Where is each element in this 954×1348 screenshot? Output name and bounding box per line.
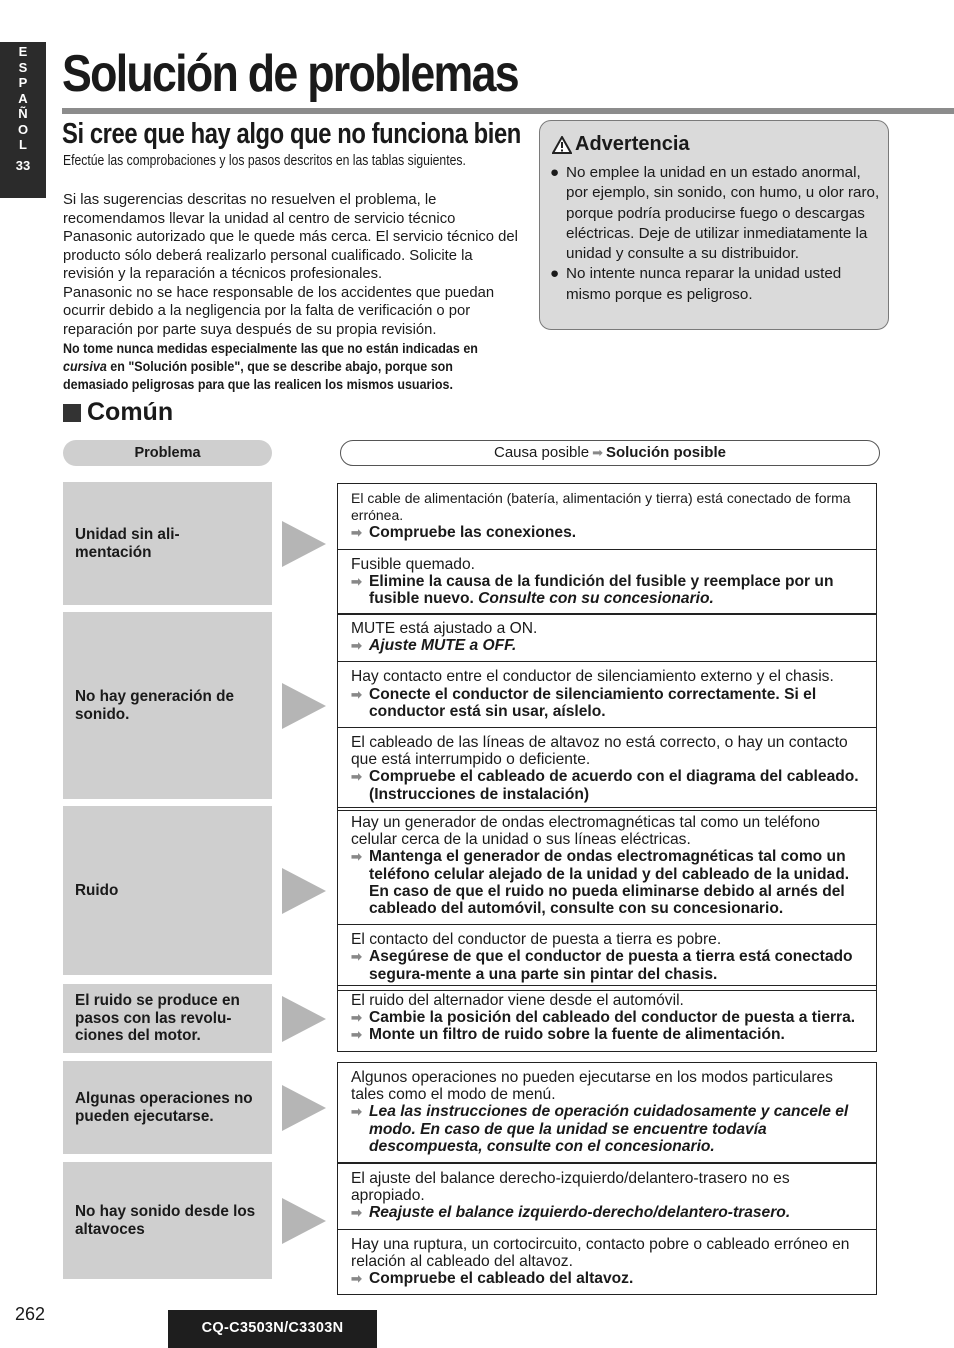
- solution-text: ➡ Ajuste MUTE a OFF.: [351, 637, 517, 655]
- arrow-right-icon: ➡: [351, 525, 362, 541]
- cause-solution-entry: [338, 808, 876, 924]
- cause-text: El cableado de las líneas de altavoz no está correcto, o hay un contacto que está interrumpido o deficiente.: [351, 734, 848, 769]
- cause-solution-entry: [338, 986, 876, 1051]
- triangle-arrow-icon: [282, 521, 326, 567]
- problem-cell: Unidad sin ali- mentación: [63, 482, 272, 605]
- arrow-right-icon: ➡: [351, 769, 362, 785]
- arrow-right-icon: ➡: [351, 638, 362, 654]
- solution-text: ➡ Mantenga el generador de ondas electromagnéticas tal como un teléfono celular alejado de la unidad y del cableado de la unidad. En caso de que el ruido no pueda eliminarse debido al arnés del cableado del automóvil, consulte con su concesionario.: [351, 848, 850, 918]
- solution-text: ➡ Asegúrese de que el conductor de puesta a tierra está conectado segura-mente a una parte sin pintar del chasis.: [351, 948, 853, 983]
- problem-cell: No hay generación de sonido.: [63, 612, 272, 799]
- cause-text: Hay contacto entre el conductor de silenciamiento externo y el chasis.: [351, 668, 834, 686]
- cause-text: Hay una ruptura, un cortocircuito, contacto pobre o cableado erróneo en relación al cableado del altavoz.: [351, 1235, 850, 1270]
- cause-solution-entry: [338, 661, 876, 727]
- solution-text: ➡ Cambie la posición del cableado del conductor de puesta a tierra.: [351, 1009, 856, 1027]
- arrow-right-icon: ➡: [351, 573, 362, 589]
- arrow-right-icon: ➡: [351, 849, 362, 865]
- cause-solution-entry: [338, 1229, 876, 1295]
- language-letters: E S P A Ñ O L: [17, 44, 29, 152]
- warning-list: [550, 163, 880, 305]
- cause-text: El contacto del conductor de puesta a tierra es pobre.: [351, 931, 722, 949]
- solution-text: ➡ Monte un filtro de ruido sobre la fuente de alimentación.: [351, 1026, 785, 1044]
- cause-solution-box: [337, 1163, 877, 1295]
- problem-cell: El ruido se produce en pasos con las revolu- ciones del motor.: [63, 984, 272, 1053]
- model-label: CQ-C3503N/C3303N: [168, 1310, 377, 1348]
- page-title: Solución de problemas: [62, 45, 518, 103]
- cause-text: Algunos operaciones no pueden ejecutarse en los modos particulares tales como el modo de menú.: [351, 1069, 833, 1104]
- arrow-right-icon: ➡: [351, 1027, 362, 1043]
- cause-solution-entry: [338, 727, 876, 810]
- title-rule: [62, 108, 954, 114]
- bullet-icon: ●: [550, 265, 560, 283]
- cause-text: El cable de alimentación (batería, alimentación y tierra) está conectado de forma errónea.: [351, 490, 851, 524]
- cause-solution-box: [337, 1062, 877, 1163]
- warning-item: ● No intente nunca reparar la unidad usted mismo porque es peligroso.: [550, 265, 842, 303]
- section-page-number: 33: [15, 157, 31, 173]
- solution-text: ➡ Lea las instrucciones de operación cuidadosamente y cancele el modo. En caso de que la unidad se encuentre todavía descompuesta, consulte con el concesionario.: [351, 1103, 849, 1155]
- cause-solution-box: [337, 483, 877, 615]
- page-number: 262: [15, 1304, 46, 1324]
- arrow-right-icon: ➡: [351, 1271, 362, 1287]
- triangle-arrow-icon: [282, 683, 326, 729]
- intro-paragraph-3: No tome nunca medidas especialmente las que no están indicadas en cursiva en "Solución posible", que se describe abajo, porque son demasiado peligrosas para que las realicen los mismos usuarios.: [63, 341, 478, 392]
- cause-solution-header: Causa posible ➡ Solución posible: [340, 440, 880, 466]
- cause-text: MUTE está ajustado a ON.: [351, 620, 538, 637]
- warning-box: [539, 120, 889, 330]
- arrow-right-icon: ➡: [351, 1010, 362, 1026]
- arrow-right-icon: ➡: [351, 949, 362, 965]
- bullet-icon: ●: [550, 164, 560, 181]
- cause-solution-entry: [338, 549, 876, 615]
- cause-solution-entry: [338, 614, 876, 661]
- arrow-right-icon: ➡: [351, 1104, 362, 1120]
- solution-text: ➡ Reajuste el balance izquierdo-derecho/delantero-trasero.: [351, 1204, 791, 1222]
- triangle-arrow-icon: [282, 1198, 326, 1244]
- language-side-tab: [0, 42, 46, 198]
- warning-heading: Advertencia: [552, 133, 690, 156]
- solution-text: ➡ Conecte el conductor de silenciamiento correctamente. Si el conductor está sin usar, aíslelo.: [351, 685, 817, 720]
- arrow-right-icon: ➡: [351, 686, 362, 702]
- intro-paragraph-2: Panasonic no se hace responsable de los accidentes que puedan ocurrir debido a la negligencia por la falta de verificación o por reparación por parte suya después de su propia revisión.: [63, 284, 495, 338]
- solution-text: ➡ Elimine la causa de la fundición del fusible y reemplace por un fusible nuevo. Consulte con su concesionario.: [351, 572, 834, 608]
- cause-solution-entry: [338, 1164, 876, 1229]
- cause-solution-entry: [338, 484, 876, 549]
- cause-solution-box: [337, 807, 877, 991]
- cause-text: El ruido del alternador viene desde el automóvil.: [351, 992, 684, 1009]
- solution-text: ➡ Compruebe el cableado de acuerdo con el diagrama del cableado. (Instrucciones de instalación): [351, 768, 859, 803]
- warning-item: ● No emplee la unidad en un estado anormal, por ejemplo, sin sonido, con humo, u olor raro, porque podría producirse fuego o descargas eléctricas. Deje de utilizar inmediatamente la unidad y consulte a su distribuidor.: [550, 164, 880, 263]
- problem-cell: Algunas operaciones no pueden ejecutarse.: [63, 1061, 272, 1154]
- cause-solution-entry: [338, 924, 876, 990]
- problem-cell: No hay sonido desde los altavoces: [63, 1162, 272, 1279]
- section-heading: Común: [63, 398, 173, 427]
- cause-solution-entry: [338, 1063, 876, 1162]
- solution-text: ➡ Compruebe el cableado del altavoz.: [351, 1270, 634, 1288]
- cause-text: El ajuste del balance derecho-izquierdo/delantero-trasero no es apropiado.: [351, 1170, 790, 1205]
- cause-text: Hay un generador de ondas electromagnéticas tal como un teléfono celular cerca de la unidad o sus líneas eléctricas.: [351, 814, 820, 849]
- lead-text: Efectúe las comprobaciones y los pasos descritos en las tablas siguientes.: [63, 153, 466, 169]
- intro-text: [63, 191, 518, 394]
- problem-cell: Ruido: [63, 806, 272, 975]
- triangle-arrow-icon: [282, 868, 326, 914]
- arrow-right-icon: ➡: [351, 1205, 362, 1221]
- solution-text: ➡ Compruebe las conexiones.: [351, 524, 577, 542]
- cause-text: Fusible quemado.: [351, 555, 475, 573]
- section-subtitle: Si cree que hay algo que no funciona bien: [62, 118, 521, 150]
- warning-icon: [552, 136, 572, 154]
- cause-solution-box: [337, 613, 877, 811]
- problem-column-header: Problema: [63, 440, 272, 466]
- intro-paragraph-1: Si las sugerencias descritas no resuelven el problema, le recomendamos llevar la unidad al centro de servicio técnico Panasonic autorizado que le quede más cerca. El servicio técnico del producto sólo deberá realizarlo personal cualificado. Solicite la revisión y la reparación a técnicos profesionales.: [63, 192, 518, 282]
- arrow-right-icon: ➡: [592, 445, 603, 460]
- triangle-arrow-icon: [282, 996, 326, 1042]
- square-icon: [63, 404, 81, 422]
- triangle-arrow-icon: [282, 1085, 326, 1131]
- cause-solution-box: [337, 985, 877, 1052]
